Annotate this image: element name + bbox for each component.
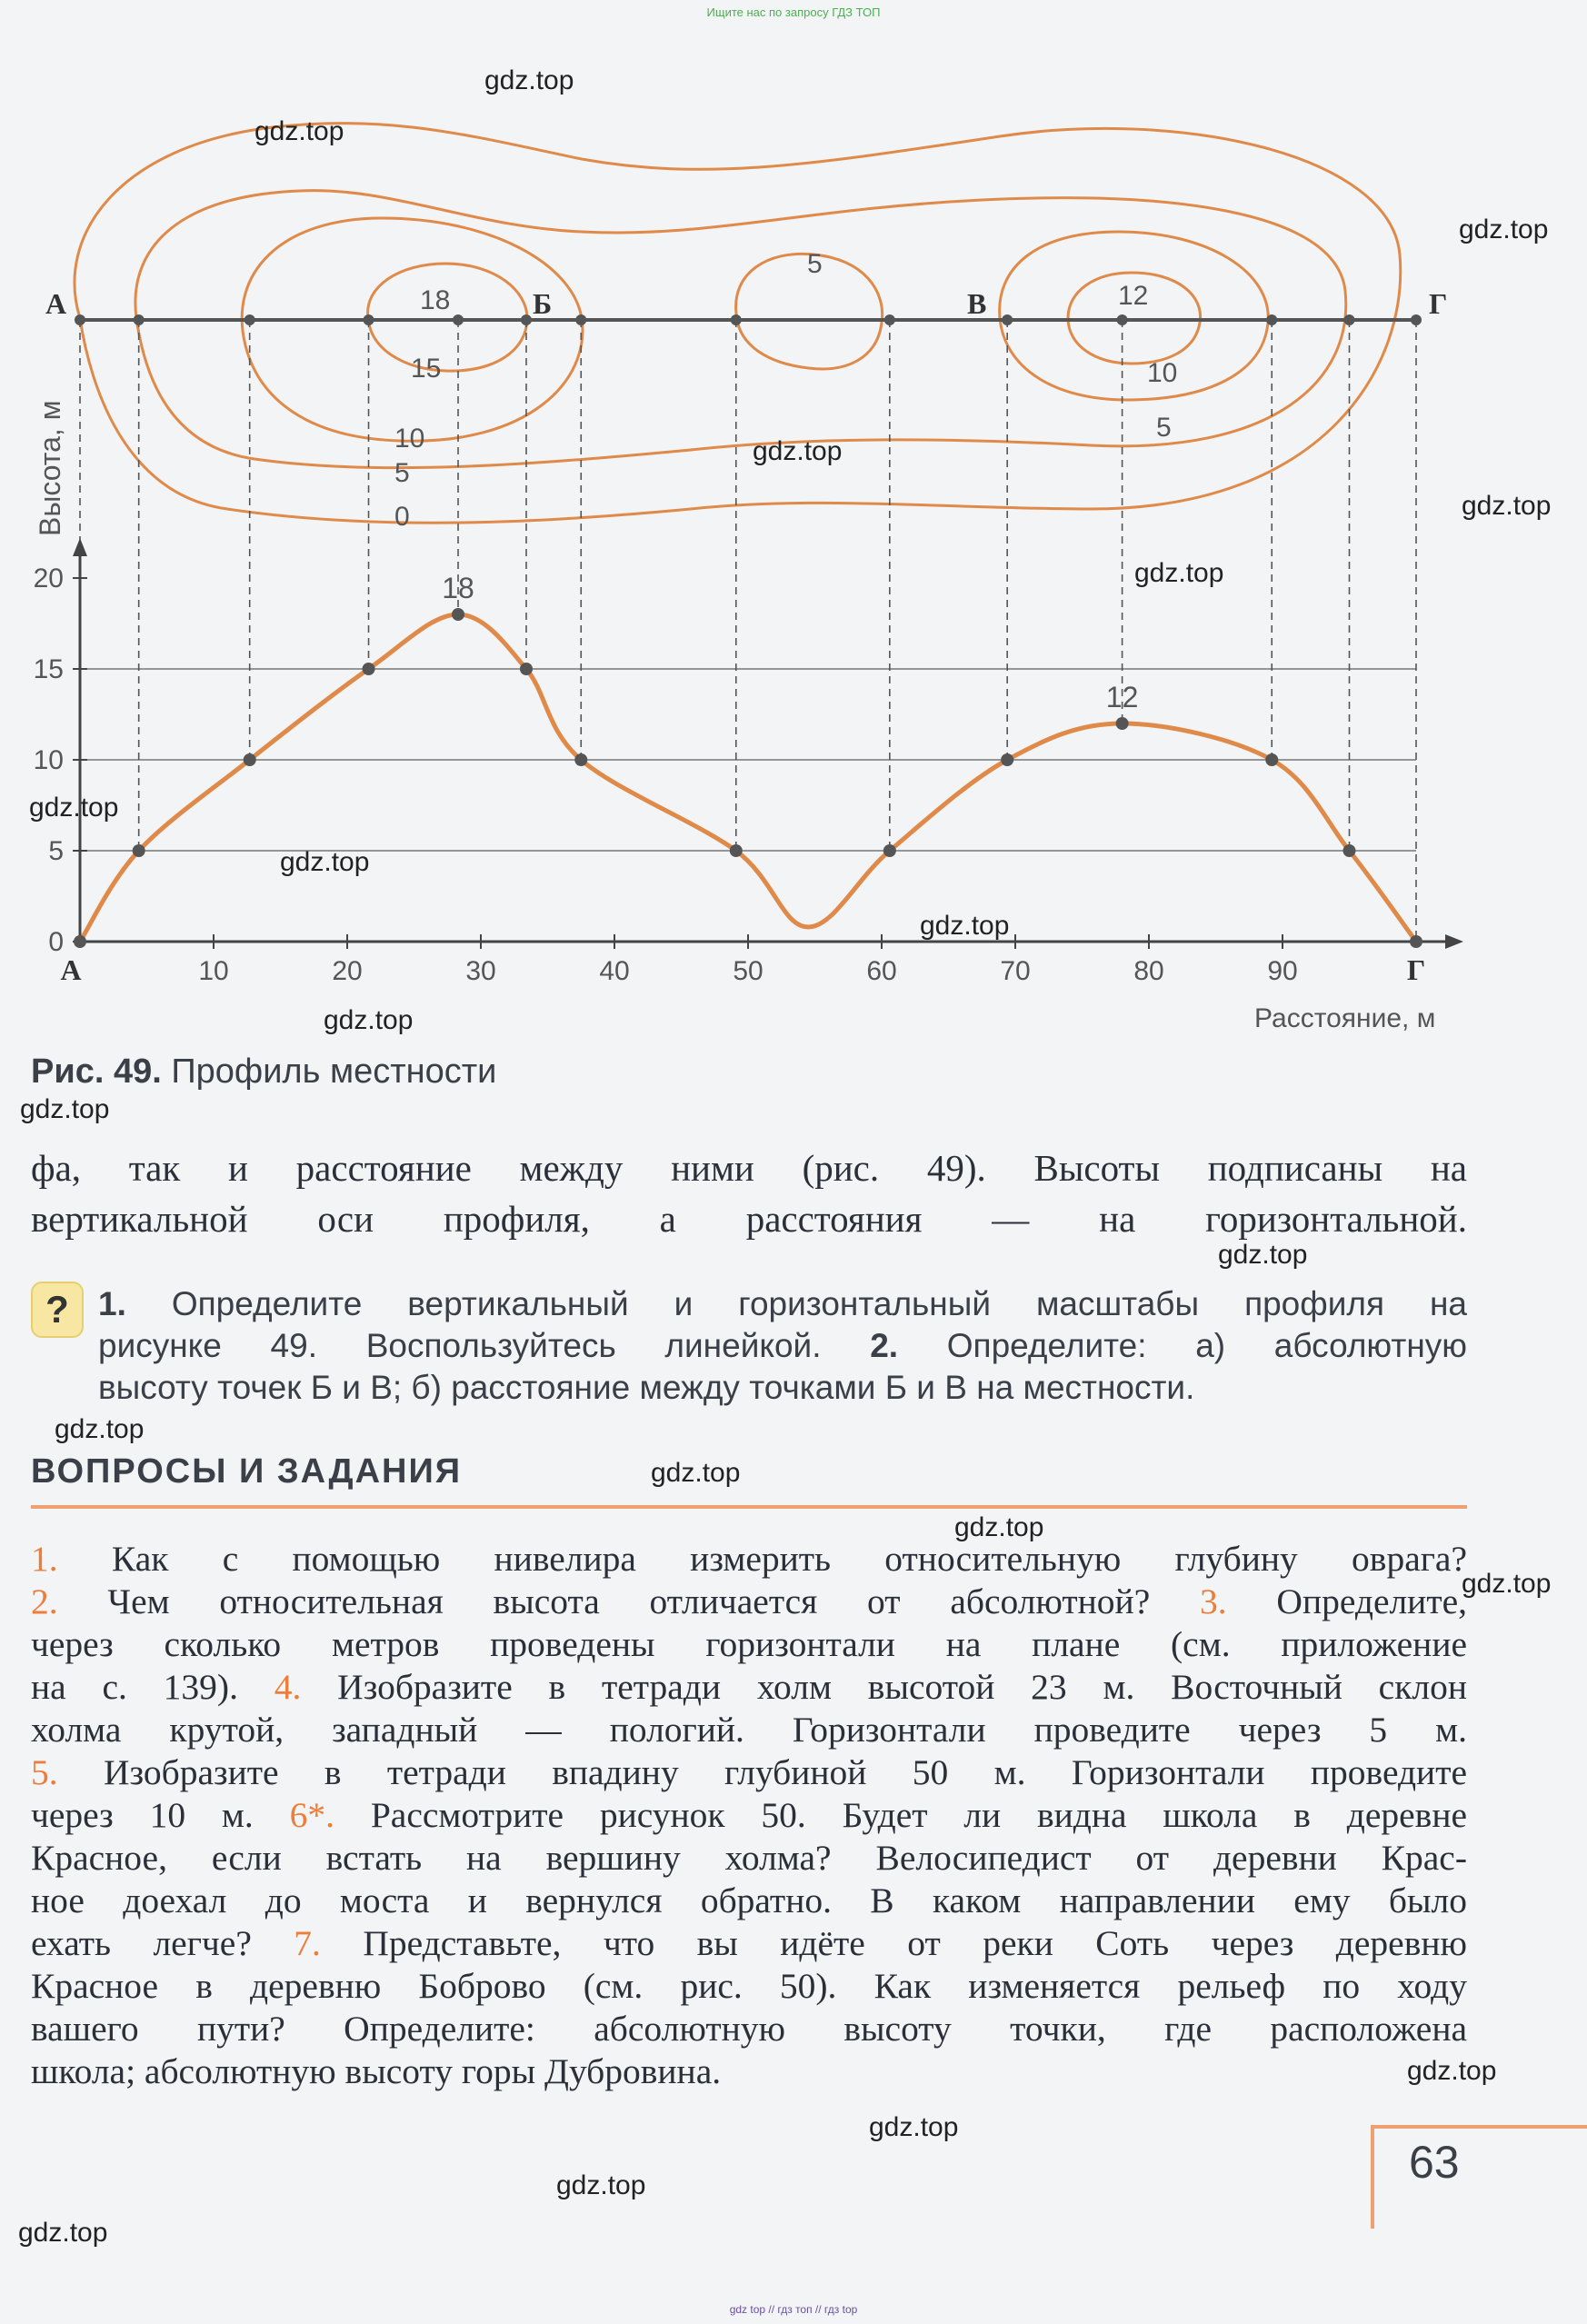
map-point [75,314,85,325]
caption-text: Профиль местности [171,1052,497,1091]
map-letter-v: В [967,287,987,320]
profile-point [1001,753,1013,766]
page-number-frame [1371,2125,1587,2229]
watermark: gdz.top [556,2170,646,2200]
y-axis-arrow [73,538,87,556]
section-rule [31,1505,1467,1509]
y-tick-label: 5 [48,836,64,866]
task-line [31,1922,1467,1965]
y-tick-label: 10 [33,745,64,775]
profile-point [452,608,464,621]
paragraph-line-1: фа, так и расстояние между ними (рис. 49). Высоты подписаны на [31,1147,1467,1189]
task-text: ное доехал до моста и вернулся обратно. В каком направлении ему было [31,1880,1467,1920]
contour-label-12: 12 [1118,281,1149,311]
task-text: Изобразите в тетради впадину глубиной 50 м. Горизонтали проведите [57,1752,1467,1792]
contour-label-10: 10 [394,424,425,454]
watermark: gdz.top [280,847,370,877]
contour-15 [368,264,527,371]
profile-point [74,935,86,948]
map-point [731,314,742,325]
task-text: Красное в деревню Боброво (см. рис. 50). Как изменяется рельеф по ходу [31,1966,1467,2006]
watermark: gdz.top [1462,491,1552,521]
task-line [31,1538,1467,1581]
profile-point [1343,844,1356,857]
profile-point [1116,717,1129,730]
x-tick-label: 70 [1000,956,1031,986]
contour-label-18: 18 [420,285,451,315]
map-point [1002,314,1013,325]
profile-point [574,753,587,766]
x-tick-label: 90 [1267,956,1298,986]
map-point [453,314,464,325]
task-line [31,2008,1467,2050]
terrain-profile-figure [0,0,1587,1045]
contour-label-0: 0 [394,502,410,532]
profile-point [244,753,256,766]
watermark: gdz.top [1134,558,1224,588]
contour-label-5c: 5 [1156,413,1172,443]
question-line-2: рисунке 49. Воспользуйтесь линейкой. 2. Определите: а) абсолютную [98,1327,1467,1364]
task-text: холма крутой, западный — пологий. Горизонтали проведите через 5 м. [31,1710,1467,1750]
profile-point [363,663,375,675]
profile-point [883,844,896,857]
q-num-1: 1. [98,1285,126,1322]
bottom-banner: gdz top // гдз топ // гдз top [729,2303,858,2316]
map-letter-a: А [45,287,67,320]
task-text: через 10 м. [31,1795,290,1835]
watermark: gdz.top [954,1512,1044,1542]
x-tick-label: 20 [332,956,363,986]
task-text: ехать легче? [31,1923,294,1963]
map-letter-g: Г [1429,287,1448,320]
task-number: 2. [31,1581,58,1621]
profile-line [80,614,1416,942]
x-tick-label: 50 [733,956,764,986]
x-axis-arrow [1445,934,1463,949]
profile-point [1410,935,1422,948]
watermark: gdz.top [324,1005,414,1035]
task-text: Как с помощью нивелира измерить относительную глубину оврага? [57,1539,1467,1579]
watermark: gdz.top [920,911,1010,941]
profile-point [730,844,743,857]
task-line [31,1623,1467,1666]
contour-10-right [1000,232,1269,400]
map-letter-b: Б [533,287,553,320]
watermark: gdz.top [1459,214,1549,244]
task-line [31,1837,1467,1880]
watermark: gdz.top [651,1458,741,1488]
x-tick-label: 80 [1133,956,1164,986]
task-text: Красное, если встать на вершину холма? Велосипедист от деревни Крас- [31,1838,1467,1878]
task-text: через сколько метров проведены горизонтали на плане (см. приложение [31,1624,1467,1664]
watermark: gdz.top [55,1414,145,1444]
task-text: вашего пути? Определите: абсолютную высоту точки, где расположена [31,2009,1467,2049]
section-title: ВОПРОСЫ И ЗАДАНИЯ [31,1452,463,1491]
watermark: gdz.top [1218,1240,1308,1270]
map-point-letters [45,287,1447,320]
task-number: 7. [294,1923,321,1963]
task-number: 6*. [289,1795,334,1835]
profile-point [1265,753,1278,766]
watermark: gdz.top [1407,2056,1497,2086]
map-point [245,314,255,325]
y-axis-label: Высота, м [34,400,66,536]
watermark: gdz.top [18,2218,108,2248]
x-tick-label: 30 [465,956,496,986]
map-point [364,314,374,325]
profile-point [520,663,533,675]
profile-chart [34,314,1463,986]
q-num-2: 2. [870,1327,899,1364]
top-banner: Ищите нас по запросу ГДЗ ТОП [706,5,881,19]
watermark: gdz.top [869,2112,959,2142]
profile-point [133,844,145,857]
task-line [31,1709,1467,1751]
task-line [31,1666,1467,1709]
y-tick-label: 0 [48,927,64,957]
map-point [1411,314,1422,325]
task-text: Представьте, что вы идёте от реки Соть через деревню [320,1923,1467,1963]
task-number: 1. [31,1539,58,1579]
map-point [1344,314,1355,325]
x-tick-label: 40 [599,956,630,986]
watermark: gdz.top [484,65,574,95]
task-text: Определите, [1226,1581,1467,1621]
watermark: gdz.top [255,116,344,146]
task-number: 5. [31,1752,58,1792]
tasks-list [31,1538,1467,2093]
watermark: gdz.top [20,1094,110,1124]
contour-label-5b: 5 [807,249,823,279]
task-line [31,1794,1467,1837]
question-line-3: высоту точек Б и В; б) расстояние между точками Б и В на местности. [98,1369,1195,1406]
question-line-1: 1. Определите вертикальный и горизонтальный масштабы профиля на [98,1285,1467,1322]
task-number: 4. [274,1667,302,1707]
task-text: Рассмотрите рисунок 50. Будет ли видна школа в деревне [334,1795,1467,1835]
contour-labels [394,249,1177,532]
task-number: 3. [1200,1581,1227,1621]
figure-caption [31,1052,496,1092]
contour-label-10b: 10 [1147,358,1178,388]
contour-10-left [242,218,583,441]
task-line [31,1751,1467,1794]
page-number: 63 [1409,2137,1460,2188]
map-point [1266,314,1277,325]
x-tick-label: 10 [198,956,229,986]
question-icon: ? [31,1282,84,1338]
watermark: gdz.top [753,436,843,466]
task-text: на с. 139). [31,1667,274,1707]
peak-label: 18 [442,572,474,604]
profile-end-letter: Г [1406,953,1426,986]
task-text: Изобразите в тетради холм высотой 23 м. Восточный склон [301,1667,1468,1707]
profile-start-letter: А [60,953,82,986]
task-line [31,1965,1467,2008]
task-line [31,1880,1467,1922]
y-tick-label: 15 [33,654,64,684]
map-point [521,314,532,325]
peak-label: 12 [1105,681,1139,713]
map-point [884,314,895,325]
task-line [31,1581,1467,1623]
contour-label-15: 15 [411,354,442,384]
caption-prefix: Рис. 49. [31,1052,162,1091]
x-tick-label: 60 [866,956,897,986]
map-point [575,314,586,325]
task-text: школа; абсолютную высоту горы Дубровина. [31,2051,722,2091]
task-text: Чем относительная высота отличается от абсолютной? [57,1581,1201,1621]
map-point [1117,314,1128,325]
y-tick-label: 20 [33,564,64,593]
paragraph-line-2: вертикальной оси профиля, а расстояния — на горизонтальной. [31,1198,1467,1240]
x-axis-label: Расстояние, м [1254,1003,1436,1033]
contour-label-5: 5 [394,458,410,488]
watermark: gdz.top [29,793,119,823]
question-block [98,1283,1467,1409]
map-point [134,314,145,325]
task-line [31,2050,1467,2093]
watermark: gdz.top [1462,1569,1552,1599]
